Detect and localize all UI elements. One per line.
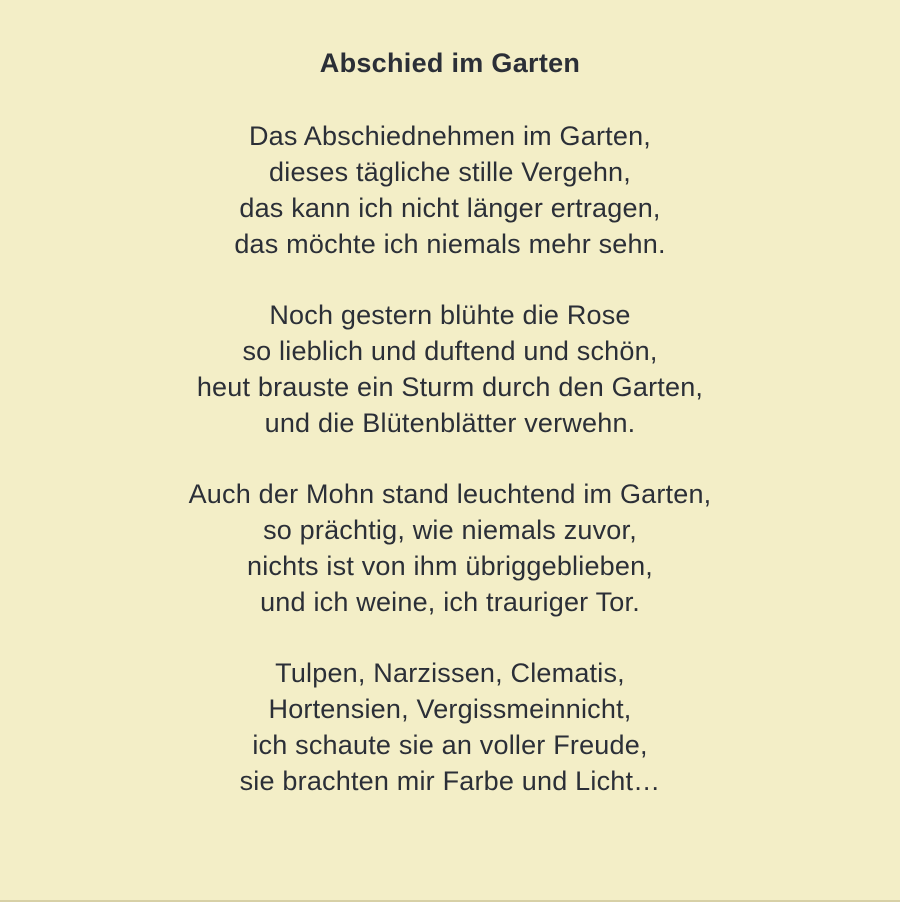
poem-line: und ich weine, ich trauriger Tor.: [260, 587, 640, 617]
poem-line: heut brauste ein Sturm durch den Garten,: [196, 372, 704, 402]
poem-title: Abschied im Garten: [319, 48, 581, 78]
poem-line: das möchte ich niemals mehr sehn.: [234, 229, 666, 259]
poem-line: Tulpen, Narzissen, Clematis,: [275, 658, 625, 688]
poem-line: Noch gestern blühte die Rose: [269, 300, 631, 330]
poem-line: dieses tägliche stille Vergehn,: [269, 157, 631, 187]
poem-line: Hortensien, Vergissmeinnicht,: [268, 694, 632, 724]
stanza-1: [0, 118, 900, 262]
poem-line: Auch der Mohn stand leuchtend im Garten,: [188, 479, 712, 509]
poem-line: das kann ich nicht länger ertragen,: [239, 193, 661, 223]
stanza-3: [0, 476, 900, 620]
stanza-4: [0, 655, 900, 799]
poem-line: ich schaute sie an voller Freude,: [252, 730, 648, 760]
stanza-2: [0, 297, 900, 441]
poem-line: nichts ist von ihm übriggeblieben,: [246, 551, 654, 581]
poem-line: und die Blütenblätter verwehn.: [264, 408, 636, 438]
poem-line: Das Abschiednehmen im Garten,: [248, 121, 651, 151]
poem-line: sie brachten mir Farbe und Licht…: [239, 766, 661, 796]
poem-line: so lieblich und duftend und schön,: [242, 336, 658, 366]
poem-line: so prächtig, wie niemals zuvor,: [263, 515, 637, 545]
